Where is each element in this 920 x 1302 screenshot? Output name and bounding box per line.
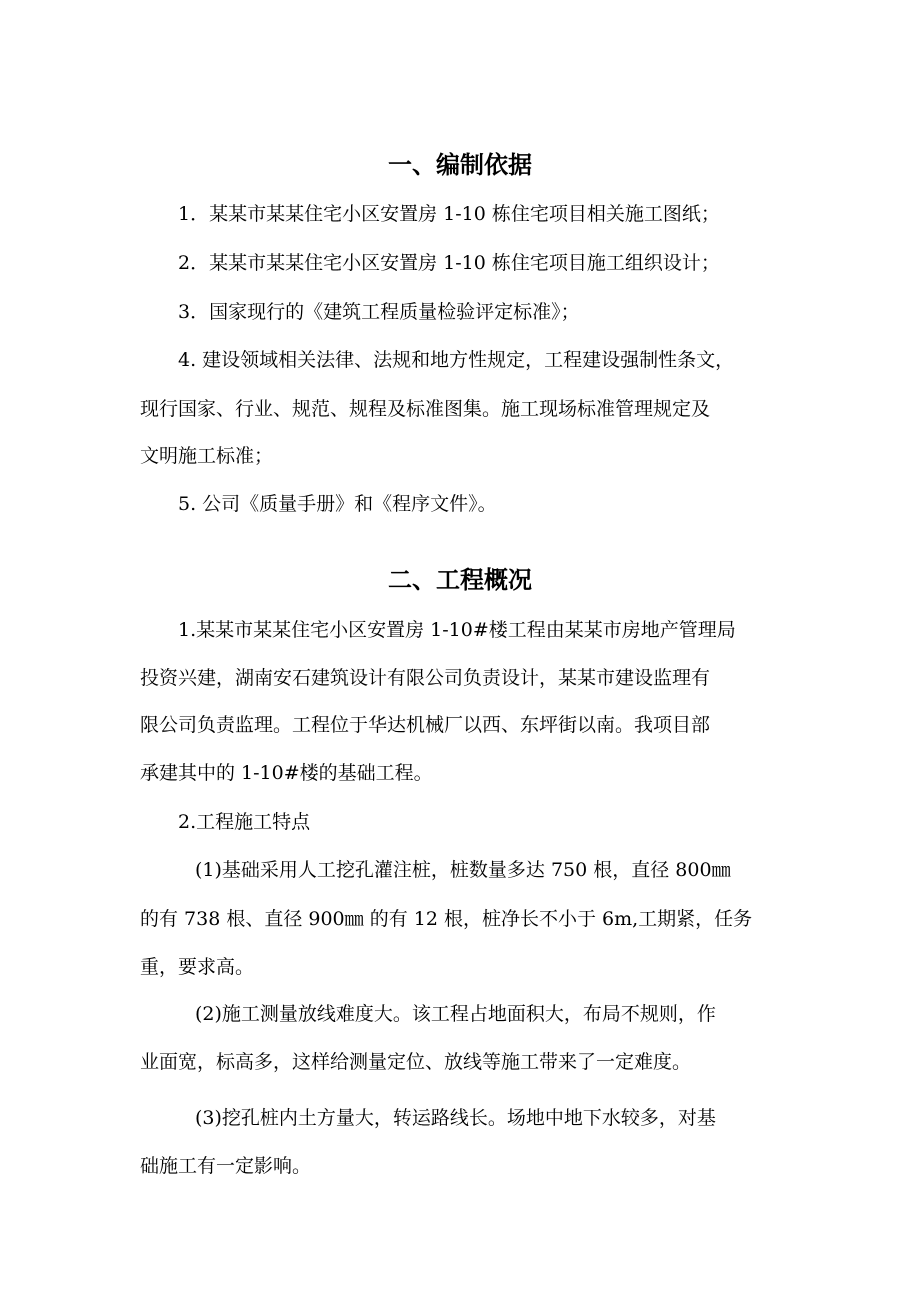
- section2-title: 二、工程概况: [388, 566, 532, 594]
- overview-para-line-1: 1.某某市某某住宅小区安置房 1-10#楼工程由某某市房地产管理局: [178, 619, 736, 641]
- section1-title: 一、编制依据: [388, 151, 532, 179]
- feature-3-line-2: 础施工有一定影响。: [140, 1155, 312, 1177]
- basis-item-4-line-1: 4. 建设领域相关法律、法规和地方性规定，工程建设强制性条文，: [178, 349, 735, 371]
- overview-para-line-4: 承建其中的 1-10#楼的基础工程。: [140, 762, 433, 784]
- features-subtitle: 2.工程施工特点: [178, 811, 311, 833]
- feature-2-line-2: 业面宽，标高多，这样给测量定位、放线等施工带来了一定难度。: [140, 1051, 692, 1073]
- feature-1-line-3: 重，要求高。: [140, 956, 255, 978]
- overview-para-line-2: 投资兴建，湖南安石建筑设计有限公司负责设计，某某市建设监理有: [140, 667, 711, 689]
- basis-item-4-line-3: 文明施工标准；: [140, 445, 274, 467]
- feature-2-line-1: (2)施工测量放线难度大。该工程占地面积大，布局不规则，作: [195, 1003, 716, 1025]
- basis-item-2: 2．某某市某某住宅小区安置房 1-10 栋住宅项目施工组织设计；: [178, 252, 720, 274]
- basis-item-3: 3．国家现行的《建筑工程质量检验评定标准》；: [178, 301, 580, 323]
- basis-item-1: 1．某某市某某住宅小区安置房 1-10 栋住宅项目相关施工图纸；: [178, 203, 720, 225]
- basis-item-5: 5. 公司《质量手册》和《程序文件》。: [178, 493, 497, 515]
- feature-1-line-2: 的有 738 根、直径 900㎜ 的有 12 根，桩净长不小于 6m,工期紧，任务: [140, 908, 753, 930]
- feature-3-line-1: (3)挖孔桩内土方量大，转运路线长。场地中地下水较多，对基: [195, 1107, 716, 1129]
- feature-1-line-1: (1)基础采用人工挖孔灌注桩，桩数量多达 750 根，直径 800㎜: [195, 859, 731, 881]
- basis-item-4-line-2: 现行国家、行业、规范、规程及标准图集。施工现场标准管理规定及: [140, 398, 711, 420]
- overview-para-line-3: 限公司负责监理。工程位于华达机械厂以西、东坪街以南。我项目部: [140, 714, 711, 736]
